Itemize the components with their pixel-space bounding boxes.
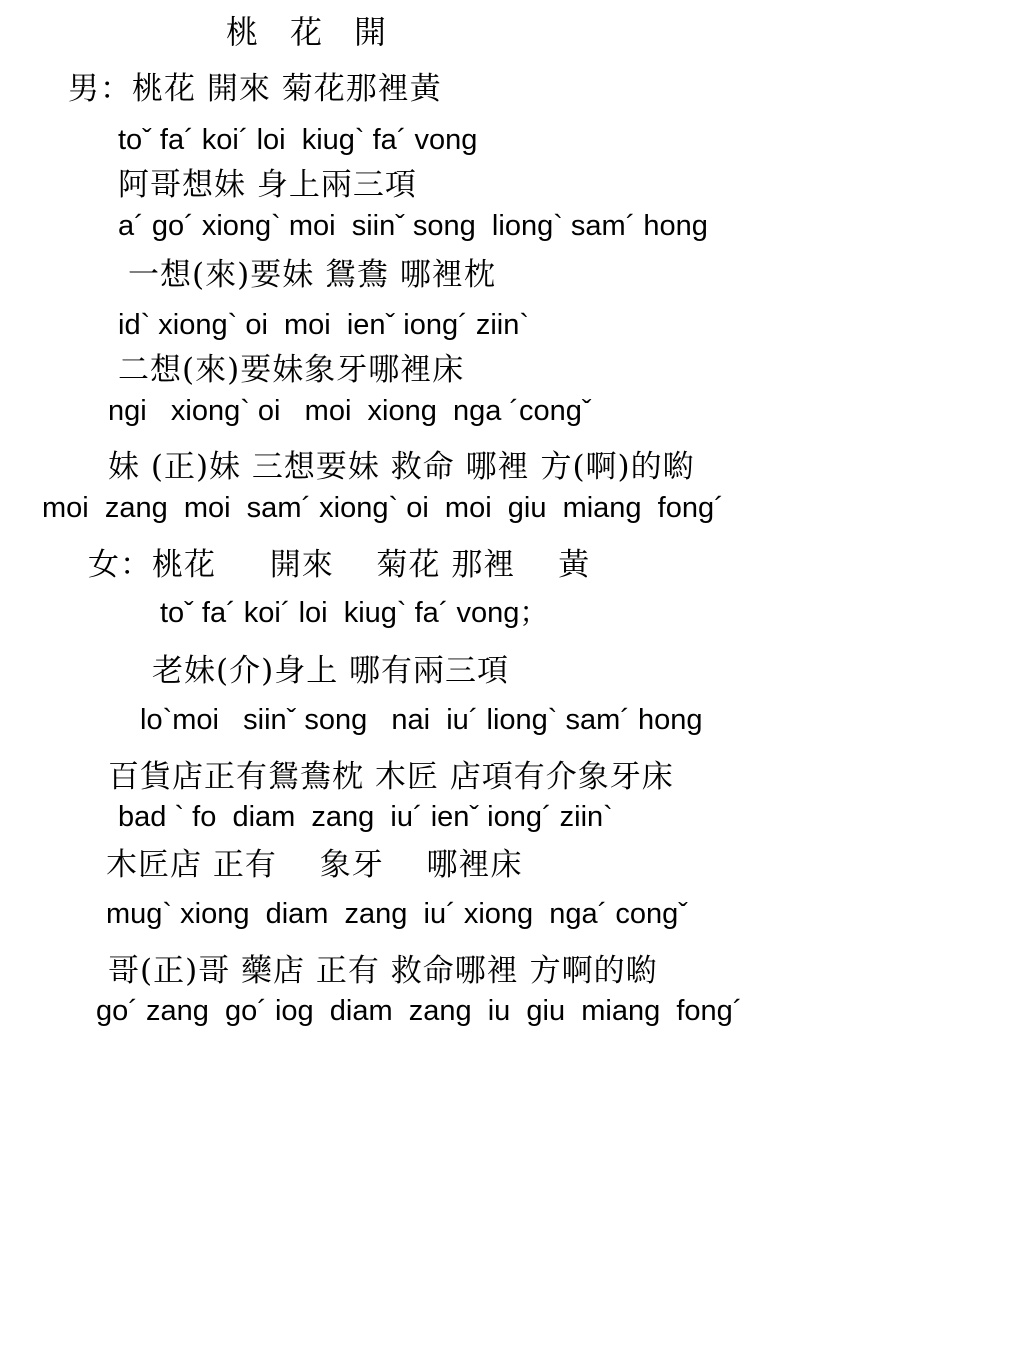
lyric-line-female-2-hanzi: 老妹(介)身上 哪有兩三項 <box>152 653 510 689</box>
lyric-line-male-2-romanization: a´ go´ xiong` moi siinˇ song liong` sam´ hong <box>118 210 708 242</box>
lyric-line-female-3-hanzi: 百貨店正有鴛鴦枕 木匠 店項有介象牙床 <box>108 759 674 795</box>
lyric-line-female-5-hanzi: 哥(正)哥 藥店 正有 救命哪裡 方啊的喲 <box>108 953 658 989</box>
lyric-line-male-3-romanization: id` xiong` oi moi ienˇ iong´ ziin` <box>118 309 529 341</box>
lyric-line-female-4-hanzi: 木匠店 正有 象牙 哪裡床 <box>106 847 523 883</box>
lyric-line-male-1-romanization: toˇ fa´ koi´ loi kiug` fa´ vong <box>118 124 478 156</box>
lyric-line-male-4-romanization: ngi xiong` oi moi xiong nga ´congˇ <box>108 395 592 427</box>
lyric-line-male-5-romanization: moi zang moi sam´ xiong` oi moi giu miang fong´ <box>42 492 724 524</box>
song-title: 桃 花 開 <box>226 13 387 51</box>
lyric-line-female-5-romanization: go´ zang go´ iog diam zang iu giu miang fong´ <box>96 995 743 1027</box>
lyric-line-male-5-hanzi: 妹 (正)妹 三想要妹 救命 哪裡 方(啊)的喲 <box>108 449 695 485</box>
lyric-line-female-4-romanization: mug` xiong diam zang iu´ xiong nga´ congˇ <box>106 898 688 930</box>
lyric-line-female-3-romanization: bad ` fo diam zang iu´ ienˇ iong´ ziin` <box>118 801 613 833</box>
lyric-line-female-2-romanization: lo`moi siinˇ song nai iu´ liong` sam´ hong <box>140 704 703 736</box>
lyric-line-male-2-hanzi: 阿哥想妹 身上兩三項 <box>118 167 417 203</box>
lyric-line-female-1-hanzi: 女：桃花 開來 菊花 那裡 黃 <box>88 547 591 583</box>
lyric-line-male-4-hanzi: 二想(來)要妹象牙哪裡床 <box>118 352 465 388</box>
lyric-line-male-1-hanzi: 男：桃花 開來 菊花那裡黃 <box>68 71 442 107</box>
lyric-line-female-1-romanization: toˇ fa´ koi´ loi kiug` fa´ vong； <box>160 597 549 629</box>
lyric-line-male-3-hanzi: 一想(來)要妹 鴛鴦 哪裡枕 <box>128 257 496 293</box>
